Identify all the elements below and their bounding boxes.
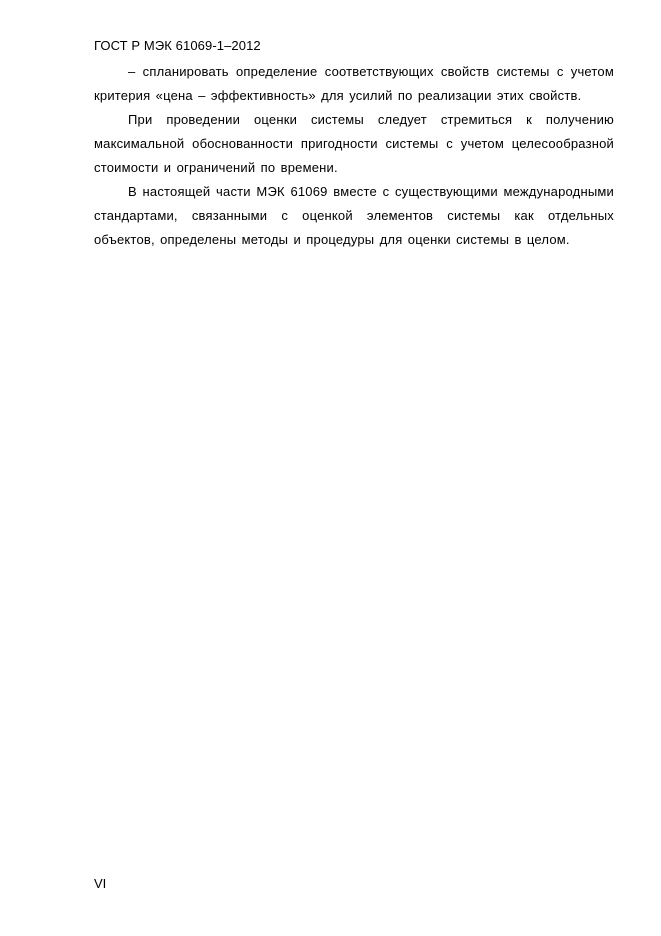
- document-header: ГОСТ Р МЭК 61069-1–2012: [94, 38, 261, 53]
- paragraph-scope: В настоящей части МЭК 61069 вместе с существующими международными стандартами, связанными с оценкой элементов системы как отдельных объектов, определены методы и процедуры для оценки системы в целом.: [94, 184, 614, 247]
- paragraph-evaluation-goal: При проведении оценки системы следует стремиться к получению максимальной обоснованности пригодности системы с учетом целесообразной стоимости и ограничений по времени.: [94, 112, 614, 175]
- page-number: VI: [94, 876, 107, 891]
- paragraph-list-item: – спланировать определение соответствующих свойств системы с учетом критерия «цена – эффективность» для усилий по реализации этих свойств.: [94, 64, 614, 103]
- document-body: [94, 60, 614, 252]
